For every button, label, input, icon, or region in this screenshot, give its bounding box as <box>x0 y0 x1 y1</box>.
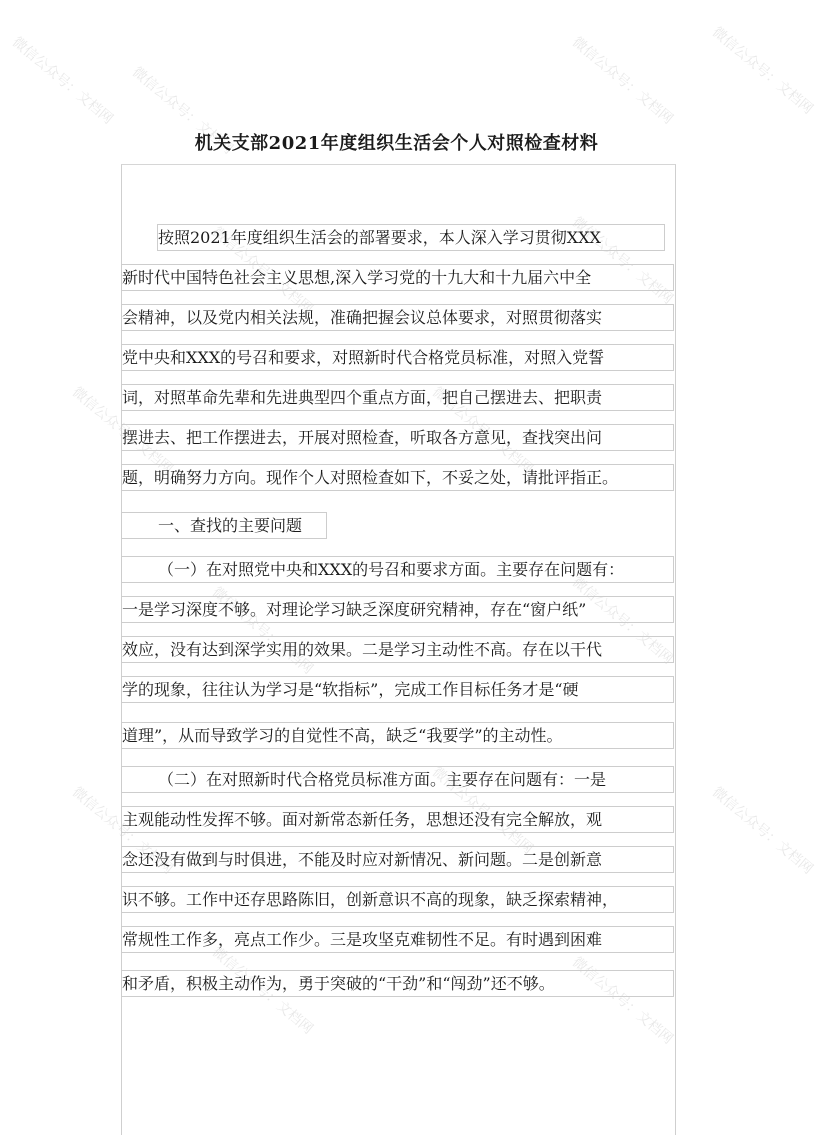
watermark-text: 微信公众号：文档网 <box>568 954 676 1048</box>
watermark-text: 微信公众号：文档网 <box>568 214 676 308</box>
intro-line-5: 词，对照革命先辈和先进典型四个重点方面，把自己摆进去、把职责 <box>121 384 674 411</box>
item1-line-5: 道理”，从而导致学习的自觉性不高，缺乏“我要学”的主动性。 <box>121 722 674 749</box>
item2-line-6: 和矛盾，积极主动作为，勇于突破的“干劲”和“闯劲”还不够。 <box>121 970 674 997</box>
watermark-text: 微信公众号：文档网 <box>428 384 536 478</box>
watermark-text: 微信公众号：文档网 <box>208 584 316 678</box>
item2-line-3: 念还没有做到与时俱进，不能及时应对新情况、新问题。二是创新意 <box>121 846 674 873</box>
item1-line-3: 效应，没有达到深学实用的效果。二是学习主动性不高。存在以干代 <box>121 636 674 663</box>
watermark-text: 微信公众号：文档网 <box>568 574 676 668</box>
watermark-text: 微信公众号：文档网 <box>708 24 816 118</box>
item2-line-4: 识不够。工作中还存思路陈旧，创新意识不高的现象，缺乏探索精神， <box>121 886 674 913</box>
document-title: 机关支部2021年度组织生活会个人对照检查材料 <box>194 133 599 154</box>
intro-line-2: 新时代中国特色社会主义思想,深入学习党的十九大和十九届六中全 <box>121 264 674 291</box>
watermark-text: 微信公众号：文档网 <box>208 224 316 318</box>
section-heading: 一、查找的主要问题 <box>121 512 327 539</box>
intro-line-1: 按照2021年度组织生活会的部署要求，本人深入学习贯彻XXX <box>157 224 665 251</box>
item2-line-2: 主观能动性发挥不够。面对新常态新任务，思想还没有完全解放，观 <box>121 806 674 833</box>
watermark-text: 微信公众号：文档网 <box>428 764 536 858</box>
watermark-text: 微信公众号：文档网 <box>8 34 116 128</box>
item1-line-4: 学的现象，往往认为学习是“软指标”，完成工作目标任务才是“硬 <box>121 676 674 703</box>
watermark-text: 微信公众号：文档网 <box>128 64 236 158</box>
item2-line-1: （二）在对照新时代合格党员标准方面。主要存在问题有：一是 <box>121 766 674 793</box>
watermark-text: 微信公众号：文档网 <box>568 34 676 128</box>
intro-line-7: 题，明确努力方向。现作个人对照检查如下，不妥之处，请批评指正。 <box>121 464 674 491</box>
item1-line-2: 一是学习深度不够。对理论学习缺乏深度研究精神，存在“窗户纸” <box>121 596 674 623</box>
watermark-text: 微信公众号：文档网 <box>68 784 176 878</box>
intro-line-6: 摆进去、把工作摆进去，开展对照检查，听取各方意见，查找突出问 <box>121 424 674 451</box>
intro-line-3: 会精神，以及党内相关法规，准确把握会议总体要求，对照贯彻落实 <box>121 304 674 331</box>
watermark-text: 微信公众号：文档网 <box>208 944 316 1038</box>
item1-line-1: （一）在对照党中央和XXX的号召和要求方面。主要存在问题有： <box>121 556 674 583</box>
watermark-text: 微信公众号：文档网 <box>68 384 176 478</box>
watermark-text: 微信公众号：文档网 <box>708 784 816 878</box>
item2-line-5: 常规性工作多，亮点工作少。三是攻坚克难韧性不足。有时遇到困难 <box>121 926 674 953</box>
intro-line-4: 党中央和XXX的号召和要求，对照新时代合格党员标准，对照入党誓 <box>121 344 674 371</box>
